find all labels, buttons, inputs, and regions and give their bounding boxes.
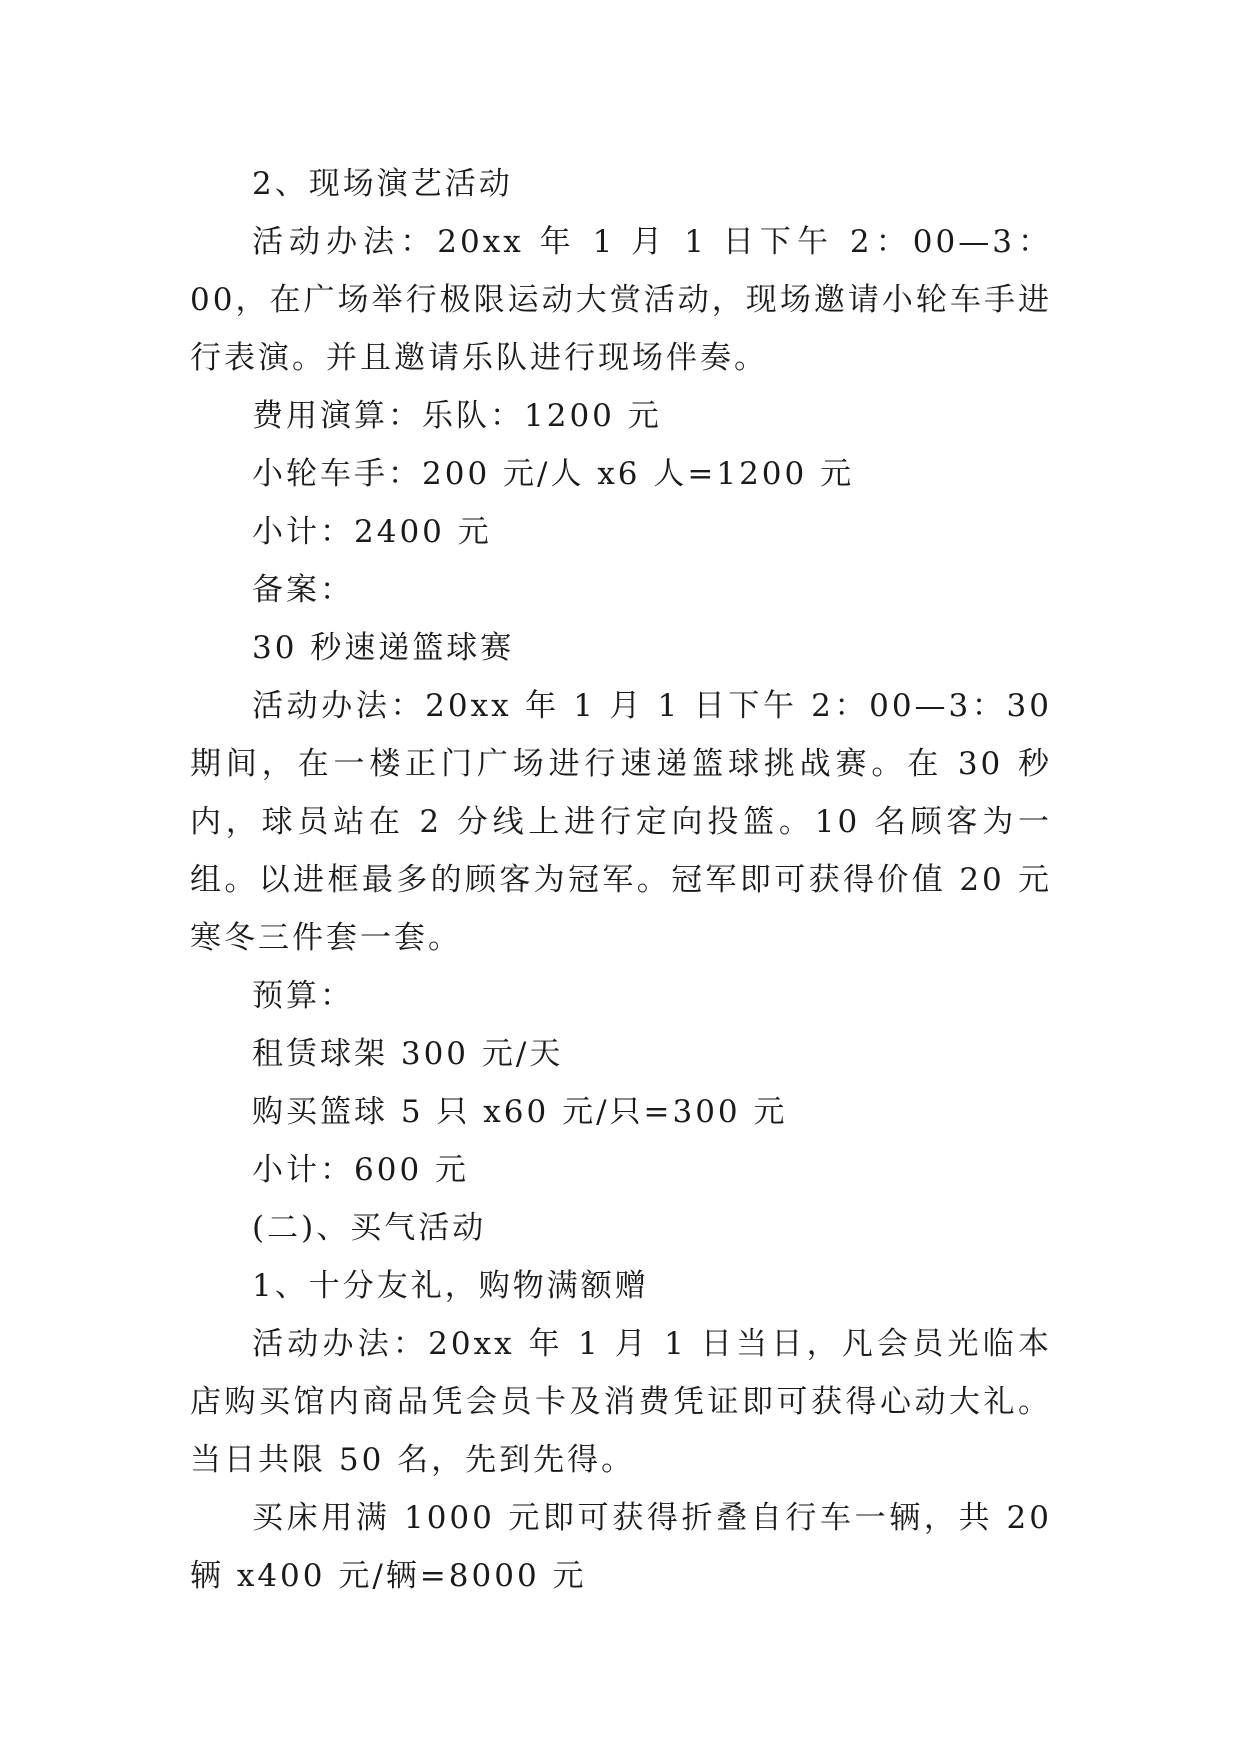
- paragraph-cost-band: 费用演算：乐队：1200 元: [252, 398, 662, 434]
- paragraph-performance-method: 活动办法：20xx 年 1 月 1 日下午 2：00—3：00，在广场举行极限运动大赏活动，现场邀请小轮车手进行表演。并且邀请乐队进行现场伴奏。: [190, 224, 1052, 376]
- section-heading-live-performance: 2、现场演艺活动: [252, 166, 513, 202]
- section-heading-basketball: 30 秒速递篮球赛: [252, 630, 515, 666]
- paragraph-subtotal-basketball: 小计：600 元: [252, 1152, 470, 1188]
- paragraph-bed-purchase-gift: 买床用满 1000 元即可获得折叠自行车一辆，共 20 辆 x400 元/辆=8000 元: [190, 1500, 1052, 1594]
- paragraph-buy-basketballs: 购买篮球 5 只 x60 元/只=300 元: [252, 1094, 788, 1130]
- paragraph-subtotal-performance: 小计：2400 元: [252, 514, 492, 550]
- paragraph-rent-rack: 租赁球架 300 元/天: [252, 1036, 564, 1072]
- paragraph-gift-method: 活动办法：20xx 年 1 月 1 日当日，凡会员光临本店购买馆内商品凭会员卡及消费凭证即可获得心动大礼。当日共限 50 名，先到先得。: [190, 1326, 1052, 1478]
- paragraph-basketball-method: 活动办法：20xx 年 1 月 1 日下午 2：00—3：30 期间，在一楼正门广场进行速递篮球挑战赛。在 30 秒内，球员站在 2 分线上进行定向投篮。10 名顾客为一组。以进框最多的顾客为冠军。冠军即可获得价值 20 元寒冬三件套一套。: [190, 688, 1052, 956]
- section-heading-gift: 1、十分友礼，购物满额赠: [252, 1268, 649, 1304]
- paragraph-backup-label: 备案：: [252, 572, 354, 608]
- paragraph-cost-bmx: 小轮车手：200 元/人 x6 人=1200 元: [252, 456, 855, 492]
- paragraph-budget-label: 预算：: [252, 978, 354, 1014]
- document-body: [190, 155, 1052, 1605]
- section-heading-buying-activity: (二)、买气活动: [252, 1210, 487, 1246]
